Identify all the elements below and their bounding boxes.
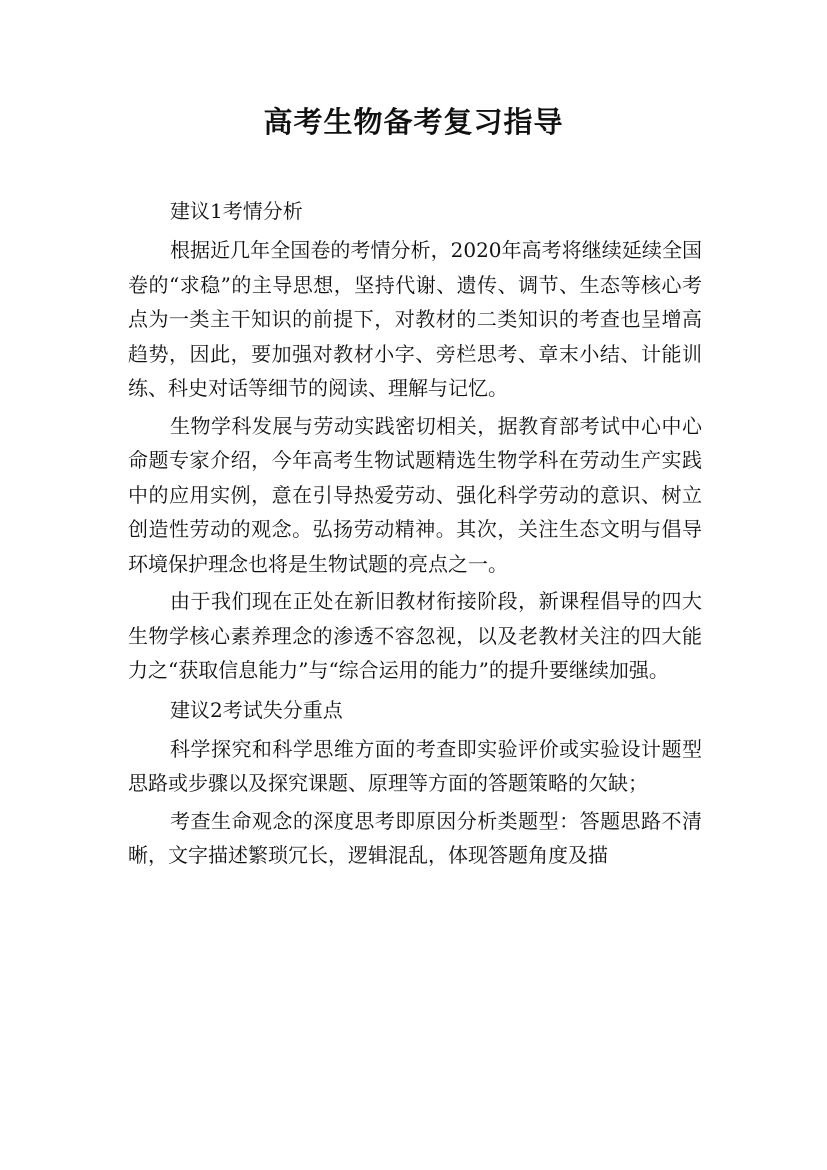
- paragraph-labor-practice: 生物学科发展与劳动实践密切相关，据教育部考试中心中心命题专家介绍，今年高考生物试题精选生物学科在劳动生产实践中的应用实例，意在引导热爱劳动、强化科学劳动的意识、树立创造性劳动的观念。弘扬劳动精神。其次，关注生态文明与倡导环境保护理念也将是生物试题的亮点之一。: [128, 413, 702, 576]
- document-body: [128, 192, 702, 873]
- paragraph-new-curriculum: 由于我们现在正处在新旧教材衔接阶段，新课程倡导的四大生物学核心素养理念的渗透不容忽视，以及老教材关注的四大能力之“获取信息能力”与“综合运用的能力”的提升要继续加强。: [128, 589, 702, 682]
- section-heading-1: 建议1考情分析: [170, 199, 303, 223]
- paragraph-scientific-inquiry: 科学探究和科学思维方面的考查即实验评价或实验设计题型思路或步骤以及探究课题、原理等方面的答题策略的欠缺；: [128, 736, 702, 795]
- section-heading-2: 建议2考试失分重点: [170, 697, 343, 722]
- paragraph-life-concepts: 考查生命观念的深度思考即原因分析类题型：答题思路不清晰，文字描述繁琐冗长，逻辑混乱，体现答题角度及描: [128, 808, 702, 867]
- paragraph-exam-analysis: 根据近几年全国卷的考情分析，2020年高考将继续延续全国卷的“求稳”的主导思想，坚持代谢、遗传、调节、生态等核心考点为一类主干知识的前提下，对教材的二类知识的考查也呈增高趋势，因此，要加强对教材小字、旁栏思考、章末小结、计能训练、科史对话等细节的阅读、理解与记忆。: [128, 238, 702, 400]
- document-title: 高考生物备考复习指导: [263, 105, 564, 139]
